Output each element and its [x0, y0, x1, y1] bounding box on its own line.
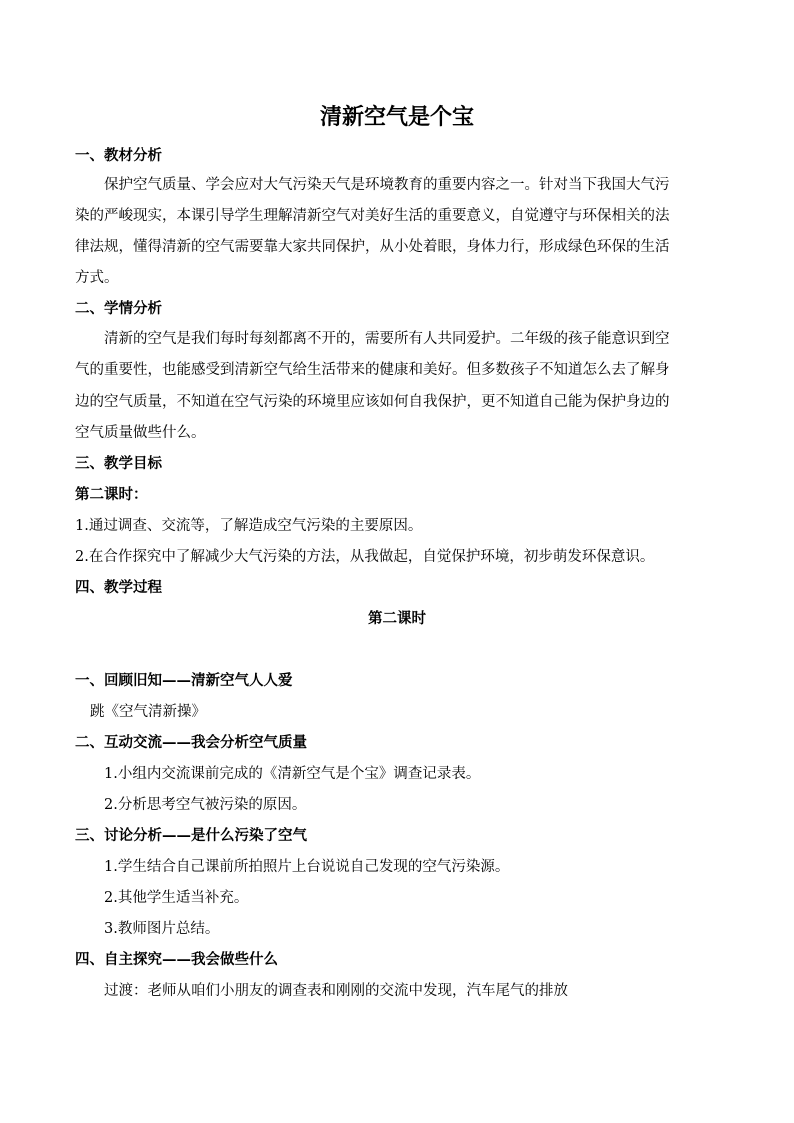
process-item: 2.其他学生适当补充。: [104, 890, 249, 906]
process-step-heading: 二、互动交流——我会分析空气质量: [75, 734, 307, 751]
heading-teaching-process: 四、教学过程: [75, 579, 162, 596]
paragraph-line: 边的空气质量，不知道在空气污染的环境里应该如何自我保护，更不知道自己能为保护身边的: [75, 394, 670, 410]
process-item: 3.教师图片总结。: [104, 921, 220, 937]
document-title: 清新空气是个宝: [319, 104, 474, 130]
subheading-second-lesson: 第二课时：: [75, 486, 148, 503]
paragraph-line: 气的重要性，也能感受到清新空气给生活带来的健康和美好。但多数孩子不知道怎么去了解身: [75, 362, 670, 378]
paragraph-line: 律法规，懂得清新的空气需要靠大家共同保护，从小处着眼，身体力行，形成绿色环保的生活: [75, 239, 670, 255]
process-item: 过渡：老师从咱们小朋友的调查表和刚刚的交流中发现，汽车尾气的排放: [104, 983, 568, 999]
process-item: 跳《空气清新操》: [90, 704, 206, 720]
process-item: 1.小组内交流课前完成的《清新空气是个宝》调查记录表。: [104, 766, 481, 782]
process-step-heading: 三、讨论分析——是什么污染了空气: [75, 827, 307, 844]
process-step-heading: 四、自主探究——我会做些什么: [75, 951, 278, 968]
heading-material-analysis: 一、教材分析: [75, 147, 162, 164]
paragraph-line: 空气质量做些什么。: [75, 425, 206, 441]
heading-student-analysis: 二、学情分析: [75, 300, 162, 317]
goal-item: 2.在合作探究中了解减少大气污染的方法，从我做起，自觉保护环境，初步萌发环保意识。: [75, 549, 655, 565]
process-step-heading: 一、回顾旧知——清新空气人人爱: [75, 672, 293, 689]
goal-item: 1.通过调查、交流等，了解造成空气污染的主要原因。: [75, 518, 423, 534]
heading-teaching-goals: 三、教学目标: [75, 455, 162, 472]
paragraph-line: 保护空气质量、学会应对大气污染天气是环境教育的重要内容之一。针对当下我国大气污: [104, 177, 670, 193]
process-item: 2.分析思考空气被污染的原因。: [104, 797, 307, 813]
paragraph-line: 方式。: [75, 270, 119, 286]
paragraph-line: 染的严峻现实，本课引导学生理解清新空气对美好生活的重要意义，自觉遵守与环保相关的法: [75, 208, 670, 224]
process-item: 1.学生结合自己课前所拍照片上台说说自己发现的空气污染源。: [104, 859, 510, 875]
centered-subtitle: 第二课时: [368, 610, 426, 627]
paragraph-line: 清新的空气是我们每时每刻都离不开的，需要所有人共同爱护。二年级的孩子能意识到空: [104, 331, 670, 347]
